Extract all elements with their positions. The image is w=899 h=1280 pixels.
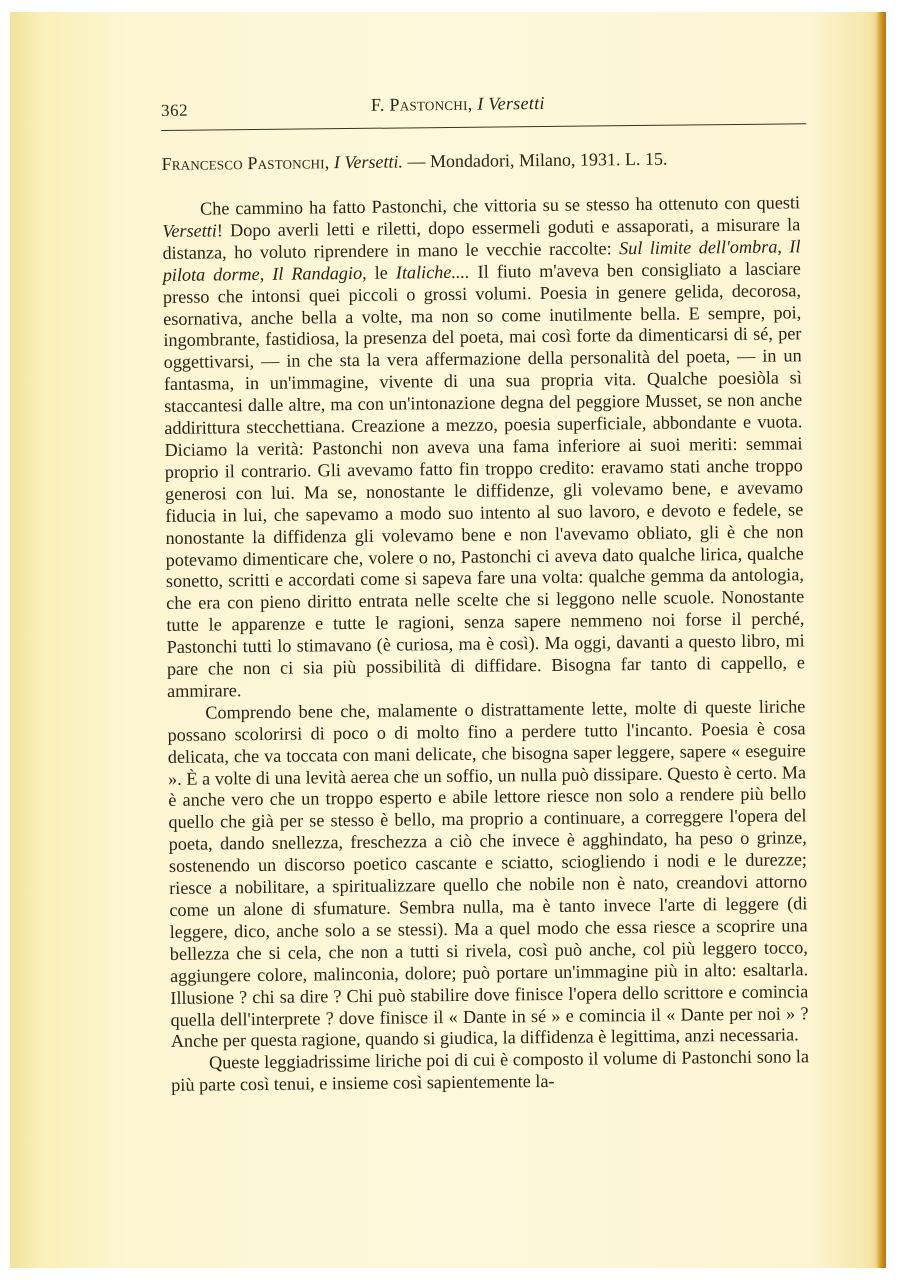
running-header: [161, 90, 811, 123]
citation-publisher: — Mondadori, Milano, 1931. L. 15.: [407, 148, 668, 172]
citation-book-title: I Versetti.: [333, 151, 404, 173]
review-citation: [161, 147, 811, 175]
review-body: [162, 192, 809, 1097]
book-page: [10, 12, 886, 1268]
paragraph-1-text-d: Il fiuto m'aveva ben consigliato a lasciare presso che intonsi quei piccoli o grossi volumi. Poesia in genere gelida, decorosa, esornativa, anche bella a volte, ma non so come inutilmente bella. E sempre, poi, ingombrante, fastidiosa, la presenza del poeta, mai così forte da dimenticarsi di sé, per oggettivarsi, — in che sta la vera affermazione della personalità del poeta, — in un fantasma, in un'immagine, vivente di una sua propria vita. Qualche poesiòla sì staccantesi dalle altre, ma con un'intonazione degna del peggiore Musset, se non anche addirittura stecchettiana. Creazione a mezzo, poesia superficiale, abbondante e vuota. Diciamo la verità: Pastonchi non aveva una fama inferiore ai suoi meriti: semmai proprio il contrario. Gli avevamo fatto fin troppo credito: eravamo stati anche troppo generosi con lui. Ma se, nonostante le diffidenze, gli volevamo bene, e avevamo fiducia in lui, che sapevamo a modo suo intento al suo lavoro, e devoto e fedele, se nonostante la diffidenza gli volevamo bene e non l'avevamo obliato, gli è che non potevamo dimenticare che, volere o no, Pastonchi ci aveva dato qualche lirica, qualche sonetto, scritti e accordati come si sapeva fare una volta: qualche gemma da antologia, che era con pieno diritto entrata nelle scelte che si leggono nelle scuole. Nonostante tutte le apparenze e tutte le ragioni, senza sapere nemmeno noi forse il perché, Pastonchi tutti lo stimavano (è curiosa, ma è così). Ma oggi, davanti a questo libro, mi pare che non ci sia più possibilità di diffidare. Bisogna far tanto di cappello, e ammirare.: [162, 258, 805, 701]
paragraph-3: Queste leggiadrissime liriche poi di cui è composto il volume di Pastonchi sono la più parte così tenui, e insieme così sapientemente la-: [171, 1046, 810, 1096]
paragraph-1-text-c: le: [366, 262, 396, 283]
page-edge-shadow: [876, 12, 886, 1268]
citation-author: Francesco Pastonchi,: [161, 152, 330, 174]
paragraph-2: Comprendo bene che, malamente o distrattamente lette, molte di queste liriche possano scolorirsi di poco o di molto fino a perdere tutto l'incanto. Poesia è cosa delicata, che va toccata con mani delicate, che bisogna saper leggere, sapere « eseguire ». È a volte di una levità aerea che un soffio, un nulla può dissipare. Questo è certo. Ma è anche vero che un troppo esperto e abile lettore riesce non solo a rendere più bello quello che già per se stesso è bello, ma proprio a continuare, a correggere l'opera del poeta, dando snellezza, freschezza a ciò che invece è agghindato, ha peso o grinze, sostenendo un discorso poetico cascante e sciatto, sciogliendo i nodi e le durezze; riesce a nobilitare, a spiritualizzare quello che nobile non è nato, creandovi attorno come un alone di sfumature. Sembra nulla, ma è tanto invece l'arte di leggere (di leggere, dico, anche solo a se stessi). Ma a quel modo che essa riesce a scoprire una bellezza che si cela, che non a tutti si rivela, così può anche, col più leggero tocco, aggiungere colore, malinconia, dolore; può portare un'immagine più in alto: esaltarla. Illusione ? chi sa dire ? Chi può stabilire dove finisce l'opera dello scrittore e comincia quella dell'interprete ? dove finisce il « Dante in sé » e comincia il « Dante per noi » ? Anche per questa ragione, quando si giudica, la diffidenza è legittima, anzi necessaria.: [167, 696, 809, 1052]
paragraph-1-text-b: ! Dopo averli letti e riletti, dopo essermeli goduti e assaporati, a misurare la distanza, ho voluto riprendere in mano le vecchie raccolte:: [162, 214, 801, 263]
paragraph-1-italic-titles: Sul limite dell'ombra, Il pilota dorme, Il Randagio,: [162, 236, 801, 285]
running-title: [371, 93, 545, 116]
paragraph-1-text-a: Che cammino ha fatto Pastonchi, che vittoria su se stesso ha ottenuto con questi: [199, 192, 801, 219]
paragraph-1-italic-title-a: Versetti: [162, 220, 217, 241]
paragraph-1: [162, 192, 805, 702]
running-title-book: I Versetti: [477, 92, 545, 114]
header-rule: [161, 123, 806, 131]
page-number: 362: [160, 100, 189, 120]
running-title-author: F. Pastonchi,: [370, 93, 473, 115]
paragraph-1-italic-title-b: Italiche....: [395, 261, 470, 283]
